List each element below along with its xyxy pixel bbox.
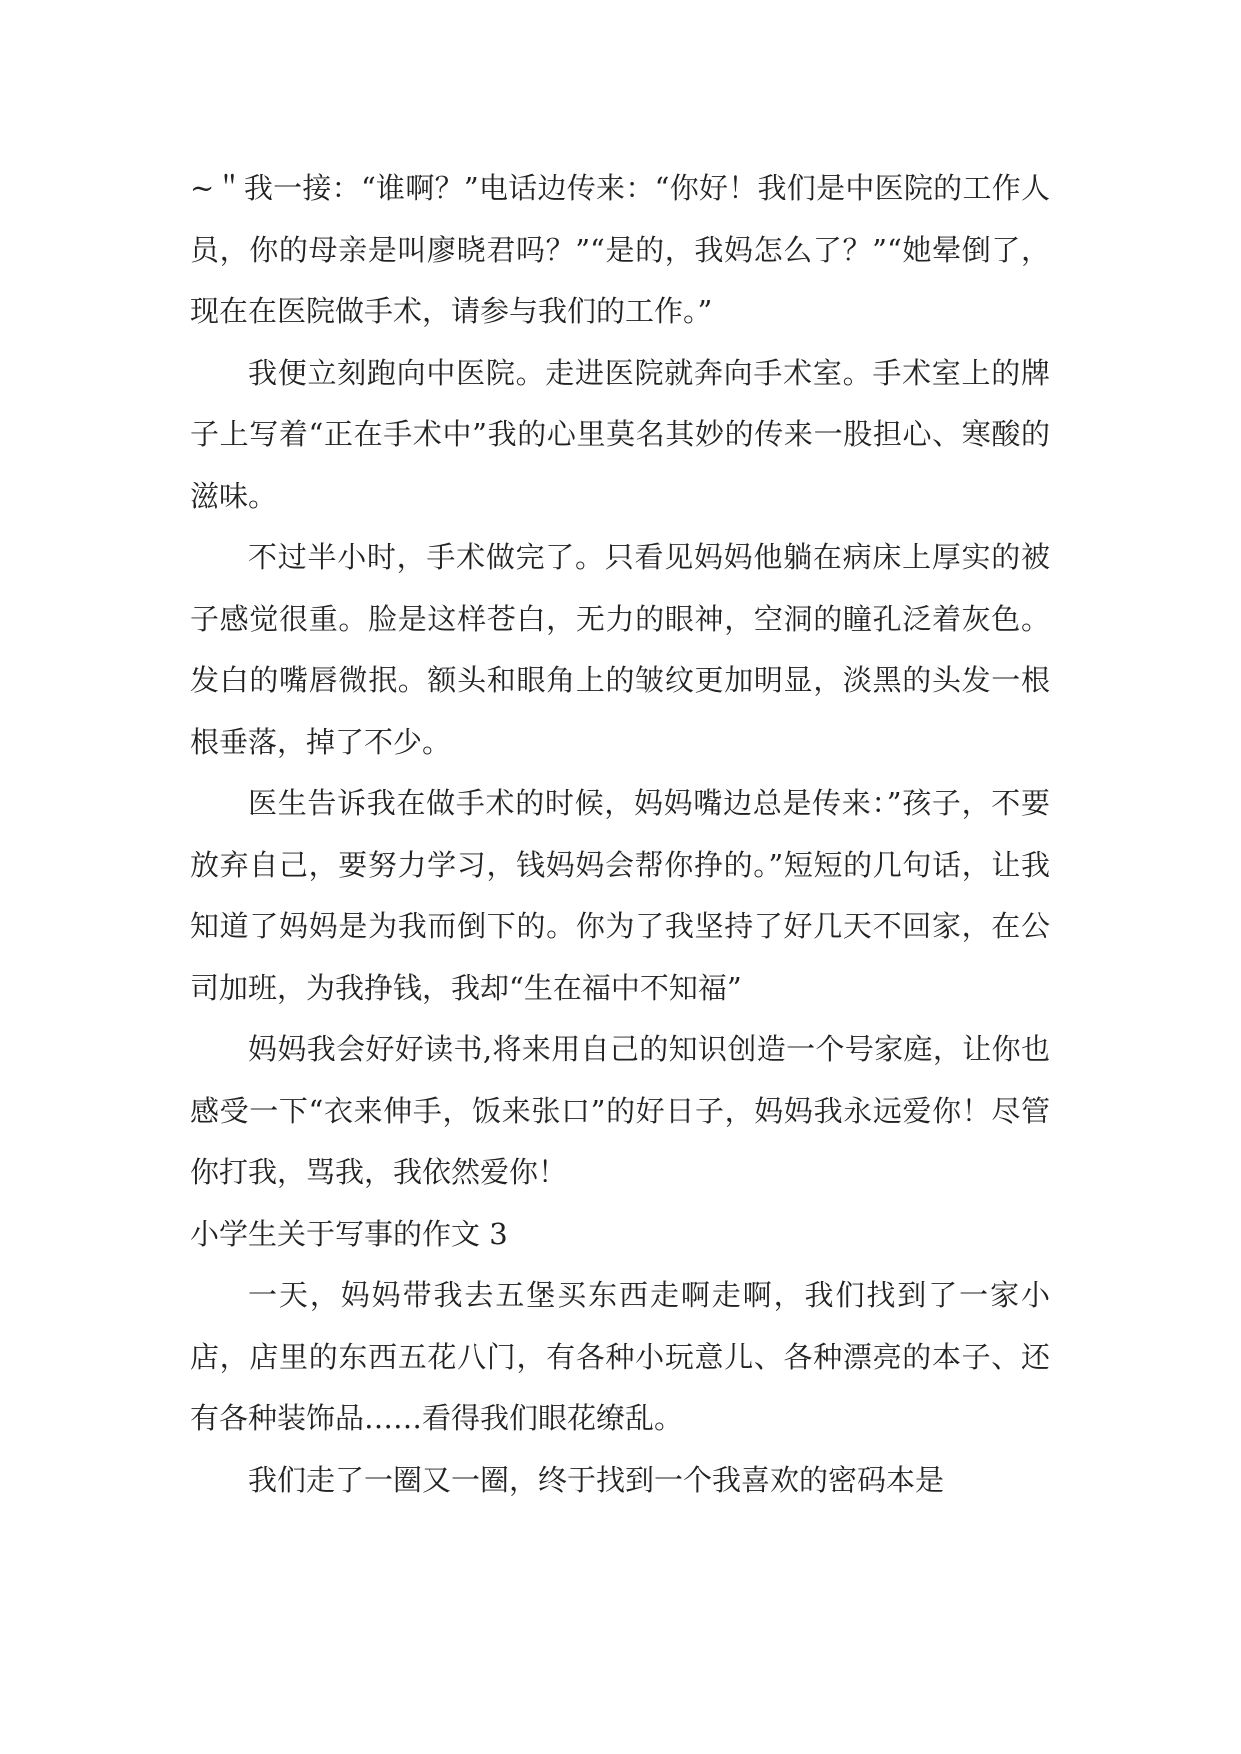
paragraph-notebook: 我们走了一圈又一圈，终于找到一个我喜欢的密码本是	[248, 1462, 945, 1497]
section-heading: 小学生关于写事的作文 3	[190, 1216, 508, 1251]
paragraph-after-surgery: 不过半小时，手术做完了。只看见妈妈他躺在病床上厚实的被子感觉很重。脸是这样苍白，无力的眼神，空洞的瞳孔泛着灰色。发白的嘴唇微抿。额头和眼角上的皱纹更加明显，淡黑的头发一根根垂落，掉了不少。	[190, 540, 1050, 759]
paragraph-phone-call: ~＂我一接：“谁啊？”电话边传来：“你好！我们是中医院的工作人员，你的母亲是叫廖晓君吗？”“是的，我妈怎么了？”“她晕倒了，现在在医院做手术，请参与我们的工作。”	[190, 171, 1050, 328]
paragraph-doctor-words: 医生告诉我在做手术的时候，妈妈嘴边总是传来：”孩子，不要放弃自己，要努力学习，钱妈妈会帮你挣的。”短短的几句话，让我知道了妈妈是为我而倒下的。你为了我坚持了好几天不回家，在公司加班，为我挣钱，我却“生在福中不知福”	[190, 786, 1050, 1005]
document-page	[190, 158, 1050, 1511]
paragraph-shopping: 一天，妈妈带我去五堡买东西走啊走啊，我们找到了一家小店，店里的东西五花八门，有各种小玩意儿、各种漂亮的本子、还有各种装饰品……看得我们眼花缭乱。	[190, 1278, 1050, 1435]
paragraph-promise: 妈妈我会好好读书,将来用自己的知识创造一个号家庭，让你也感受一下“衣来伸手，饭来张口”的好日子，妈妈我永远爱你！尽管你打我，骂我，我依然爱你！	[190, 1032, 1050, 1189]
paragraph-run-to-hospital: 我便立刻跑向中医院。走进医院就奔向手术室。手术室上的牌子上写着“正在手术中”我的心里莫名其妙的传来一股担心、寒酸的滋味。	[190, 355, 1050, 513]
